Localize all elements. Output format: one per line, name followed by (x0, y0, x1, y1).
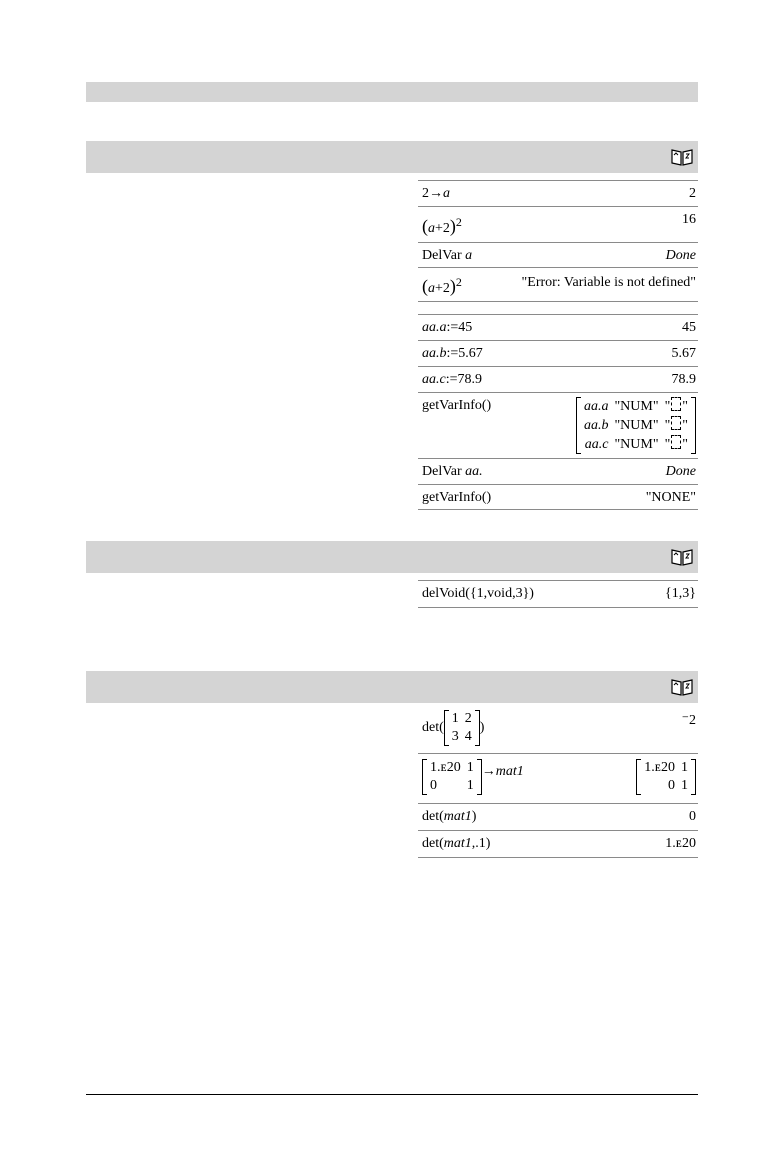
book-icon (670, 677, 694, 702)
example-delvoid (418, 580, 698, 608)
section-header-delvar (86, 141, 698, 173)
matrix-input: 1.ᴇ20 1 0 1 (422, 759, 482, 795)
calc-row: DelVar aa. Done (418, 458, 698, 484)
calc-row: det(mat1) 0 (418, 803, 698, 830)
matrix-input: 1 2 3 4 (444, 710, 480, 746)
example-delvar (418, 180, 698, 302)
calc-row: 2→a 2 (418, 180, 698, 206)
placeholder-box-icon (671, 397, 681, 411)
calc-row: aa.a:=45 45 (418, 314, 698, 340)
book-icon (670, 147, 694, 172)
calc-row: (a+2)2 16 (418, 206, 698, 242)
calc-row: getVarInfo() aa.a "NUM" " " aa.b "NUM" " " aa.c "NUM" " " (418, 392, 698, 458)
calc-row: aa.c:=78.9 78.9 (418, 366, 698, 392)
calc-row: (a+2)2 "Error: Variable is not defined" (418, 267, 698, 302)
calc-row: 1.ᴇ20 1 0 1 →mat1 1.ᴇ20 1 0 1 (418, 753, 698, 803)
section-header-delvoid (86, 541, 698, 573)
placeholder-box-icon (671, 416, 681, 430)
example-det (418, 706, 698, 858)
placeholder-box-icon (671, 435, 681, 449)
matrix-output: 1.ᴇ20 1 0 1 (636, 759, 696, 795)
section-header-det (86, 671, 698, 703)
calc-row: getVarInfo() "NONE" (418, 484, 698, 510)
footer-rule (86, 1094, 698, 1095)
example-getvarinfo (418, 314, 698, 510)
calc-row: det(mat1,.1) 1.ᴇ20 (418, 830, 698, 858)
book-icon (670, 547, 694, 572)
calc-row: det( 1 2 3 4 ) ⁻2 (422, 711, 696, 744)
top-header-bar (86, 82, 698, 102)
result-matrix: aa.a "NUM" " " aa.b "NUM" " " aa.c "NUM" " " (576, 397, 696, 454)
calc-row: delVoid({1,void,3}) {1,3} (418, 580, 698, 608)
calc-row: DelVar a Done (418, 242, 698, 267)
calc-row: aa.b:=5.67 5.67 (418, 340, 698, 366)
